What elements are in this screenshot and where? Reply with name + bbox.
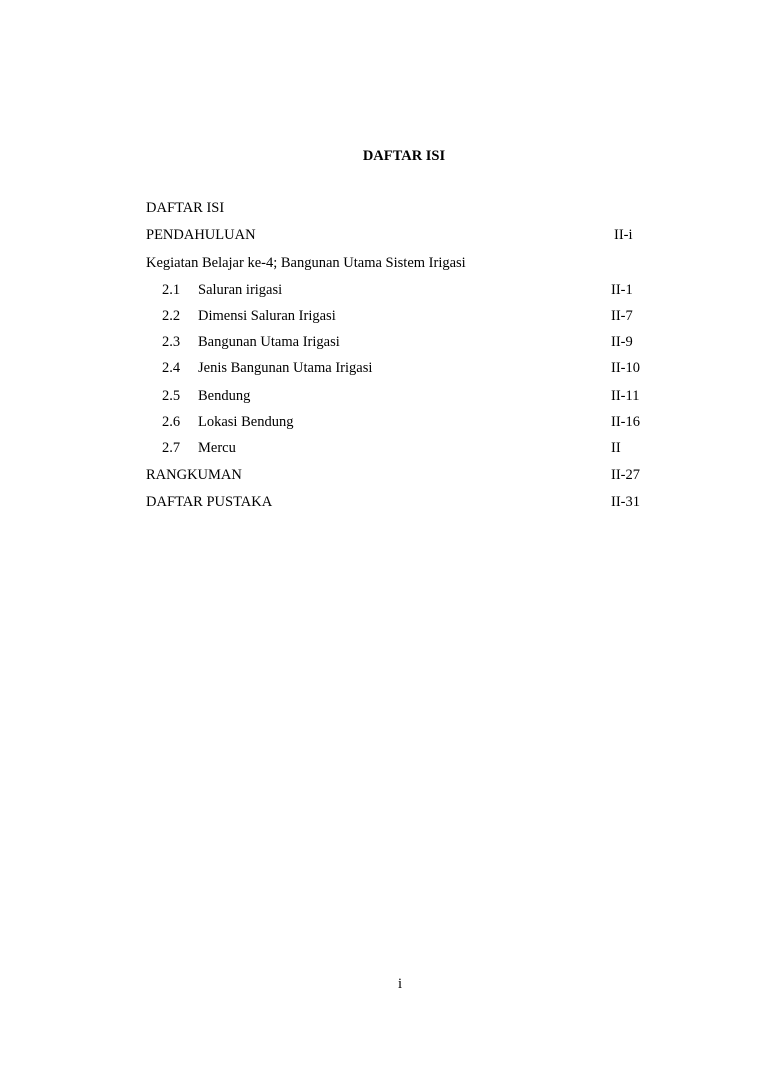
toc-entry-page: II-27 bbox=[611, 467, 640, 483]
toc-entry-label: Bendung bbox=[198, 388, 251, 404]
toc-entry-page: II-9 bbox=[611, 334, 633, 350]
toc-entry-pendahuluan bbox=[146, 225, 646, 245]
toc-subentry-2-7 bbox=[146, 438, 646, 458]
toc-entry-number: 2.5 bbox=[162, 388, 181, 404]
toc-entry-daftar-isi bbox=[146, 198, 646, 218]
toc-entry-daftar-pustaka bbox=[146, 492, 646, 512]
toc-entry-page: II-i bbox=[614, 227, 633, 243]
toc-subentry-2-3 bbox=[146, 332, 646, 352]
toc-entry-number: 2.6 bbox=[162, 414, 181, 430]
page-number: i bbox=[397, 976, 403, 992]
toc-subentry-2-2 bbox=[146, 306, 646, 326]
toc-entry-label: Bangunan Utama Irigasi bbox=[198, 334, 340, 350]
toc-entry-label: Kegiatan Belajar ke-4; Bangunan Utama Sistem Irigasi bbox=[146, 255, 466, 271]
toc-entry-label: RANGKUMAN bbox=[146, 467, 242, 483]
toc-entry-label: Jenis Bangunan Utama Irigasi bbox=[198, 360, 373, 376]
toc-entry-label: PENDAHULUAN bbox=[146, 227, 256, 243]
toc-entry-label: DAFTAR ISI bbox=[146, 200, 225, 216]
toc-entry-page: II-31 bbox=[611, 494, 640, 510]
page-title: DAFTAR ISI bbox=[362, 148, 446, 164]
toc-entry-number: 2.4 bbox=[162, 360, 181, 376]
toc-entry-label: Dimensi Saluran Irigasi bbox=[198, 308, 336, 324]
toc-entry-page: II bbox=[611, 440, 621, 456]
toc-entry-rangkuman bbox=[146, 465, 646, 485]
toc-entry-label: Lokasi Bendung bbox=[198, 414, 294, 430]
toc-entry-label: DAFTAR PUSTAKA bbox=[146, 494, 273, 510]
toc-entry-number: 2.1 bbox=[162, 282, 181, 298]
toc-entry-label: Saluran irigasi bbox=[198, 282, 283, 298]
toc-entry-page: II-1 bbox=[611, 282, 633, 298]
toc-subentry-2-1 bbox=[146, 280, 646, 300]
toc-subentry-2-4 bbox=[146, 358, 646, 378]
toc-entry-page: II-11 bbox=[611, 388, 640, 404]
toc-subentry-2-6 bbox=[146, 412, 646, 432]
toc-entry-label: Mercu bbox=[198, 440, 236, 456]
toc-subentry-2-5 bbox=[146, 386, 646, 406]
toc-entry-number: 2.3 bbox=[162, 334, 181, 350]
toc-entry-page: II-16 bbox=[611, 414, 640, 430]
toc-entry-number: 2.2 bbox=[162, 308, 181, 324]
toc-entry-number: 2.7 bbox=[162, 440, 181, 456]
toc-entry-kegiatan-belajar bbox=[146, 253, 646, 273]
toc-entry-page: II-10 bbox=[611, 360, 640, 376]
toc-entry-page: II-7 bbox=[611, 308, 633, 324]
